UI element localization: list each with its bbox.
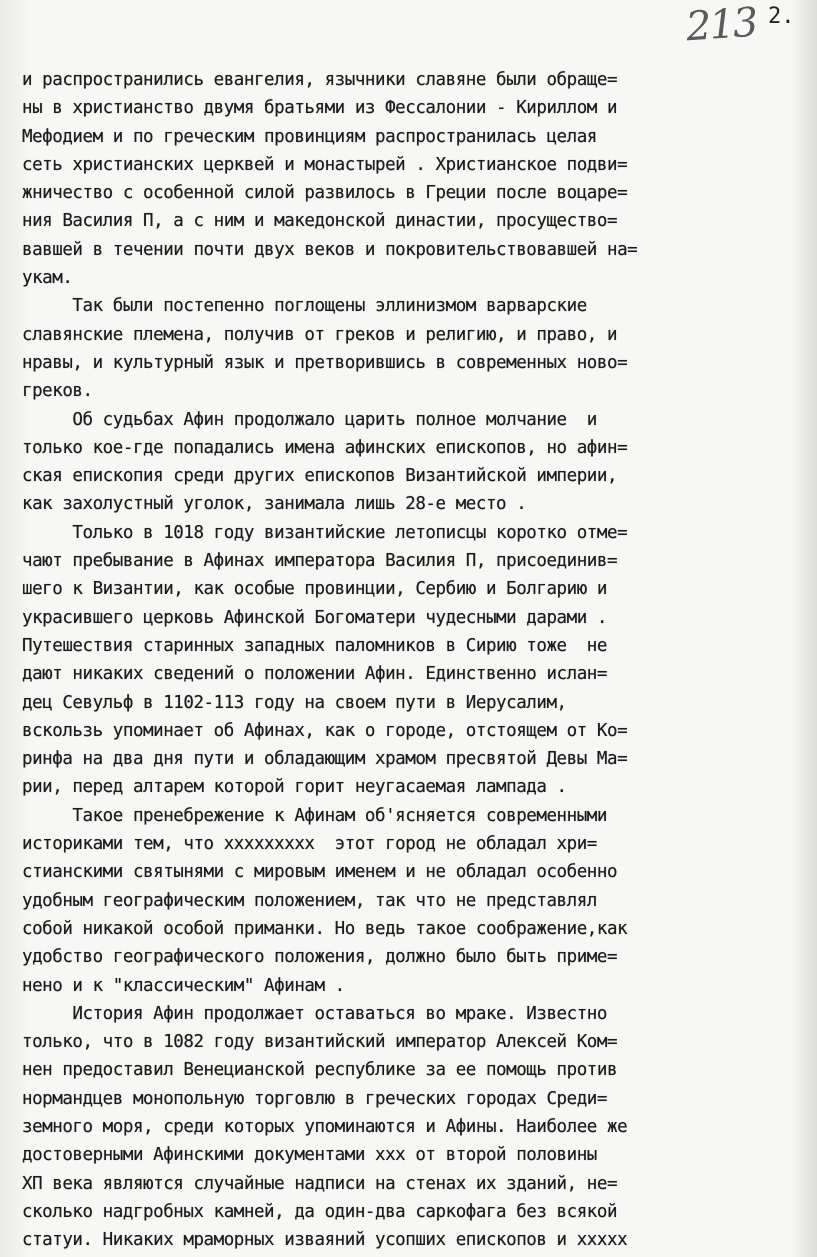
text-line: XП века являются случайные надписи на стенах их зданий, не= [22,1173,618,1194]
text-line: вскользь упоминает об Афинах, как о городе, отстоящем от Ко= [22,720,628,741]
text-line: удобным географическим положением, так что не представлял [22,890,597,911]
text-line: удобство географического положения, должно было быть приме= [22,947,618,968]
text-line: Мефодием и по греческим провинциям распространилась целая [22,126,597,147]
text-line: Об судьбах Афин продолжало царить полное молчание и [22,409,597,430]
text-line: земного моря, среди которых упоминаются и Афины. Наиболее же [22,1116,628,1137]
text-line: греков. [22,381,93,402]
text-line: Путешествия старинных западных паломников в Сирию тоже не [22,635,607,656]
text-line: собой никакой особой приманки. Но ведь такое соображение,как [22,918,628,939]
text-line: достоверными Афинскими документами xxx от второй половины [22,1145,597,1166]
text-line: как захолустный уголок, занимала лишь 28-е место . [22,494,527,515]
text-line: жничество с особенной силой развилось в Греции после воцаре= [22,183,628,204]
text-line: шего к Византии, как особые провинции, Сербию и Болгарию и [22,579,607,600]
text-line: История Афин продолжает оставаться во мраке. Известно [22,1003,607,1024]
text-line: Только в 1018 году византийские летописцы коротко отме= [22,522,628,543]
text-line: сколько надгробных камней, да один-два саркофага без всякой [22,1201,618,1222]
text-line: Такое пренебрежение к Афинам об'ясняется современными [22,805,607,826]
text-line: ния Василия П, а с ним и македонской династии, просущество= [22,211,618,232]
text-line: стианскими святынями с мировым именем и не обладал особенно [22,862,618,883]
text-line: нормандцев монопольную торговлю в греческих городах Среди= [22,1088,607,1109]
text-line: рии, перед алтарем которой горит неугасаемая лампада . [22,777,567,798]
text-line: нравы, и культурный язык и претворившись в современных ново= [22,352,628,373]
page-number: 2. [768,4,795,29]
text-line: только кое-где попадались имена афинских епископов, но афин= [22,437,628,458]
text-line: и распространились евангелия, язычники славяне были обраще= [22,70,618,90]
archive-folio-number: 213 [684,0,758,51]
text-line: только, что в 1082 году византийский император Алексей Ком= [22,1032,618,1053]
text-line: дец Севульф в 1102-113 году на своем пути в Иерусалим, [22,692,567,713]
text-line: ны в христианство двумя братьями из Фессалонии - Кириллом и [22,98,618,119]
text-line: статуи. Никаких мраморных изваяний усопших епископов и xxxxx [22,1230,628,1251]
text-line: ская епископия среди других епископов Византийской империи, [22,466,618,487]
document-body [22,66,812,1254]
text-line: сеть христианских церквей и монастырей . Христианское подви= [22,154,628,175]
text-line: вавшей в течении почти двух веков и покровительствовавшей на= [22,239,638,260]
text-line: чают пребывание в Афинах императора Василия П, присоединив= [22,551,618,572]
text-line: нен предоставил Венецианской республике за ее помощь против [22,1060,618,1081]
text-line: историками тем, что xxxxxxxxx этот город не обладал хри= [22,834,597,855]
text-line: дают никаких сведений о положении Афин. Единственно ислан= [22,664,607,685]
text-line: славянские племена, получив от греков и религию, и право, и [22,324,618,345]
text-line: ринфа на два дня пути и обладающим храмом пресвятой Девы Ма= [22,749,628,770]
text-line: Так были постепенно поглощены эллинизмом варварские [22,296,587,317]
text-line: укам. [22,268,73,289]
text-line: украсившего церковь Афинской Богоматери чудесными дарами . [22,607,607,628]
text-line: нено и к "классическим" Афинам . [22,975,345,996]
